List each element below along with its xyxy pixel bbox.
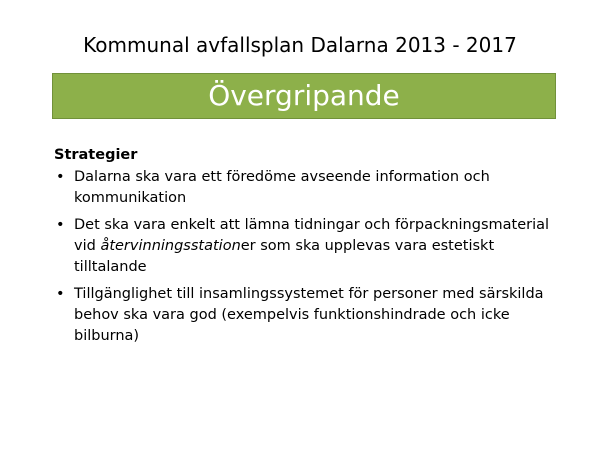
bullet-icon: • <box>56 286 65 302</box>
slide-title: Kommunal avfallsplan Dalarna 2013 - 2017 <box>83 33 517 57</box>
content-body <box>54 145 554 347</box>
bullet-text: Dalarna ska vara ett föredöme avseende information och kommunikation <box>74 169 490 206</box>
section-banner <box>52 73 556 119</box>
list-item <box>54 167 554 209</box>
strategies-heading: Strategier <box>54 147 138 163</box>
strategy-list <box>54 167 554 347</box>
list-item <box>54 284 554 347</box>
bullet-icon: • <box>56 217 65 233</box>
bullet-text-post: er som ska upplevas vara estetiskt tilltalande <box>74 238 495 275</box>
bullet-text: Tillgänglighet till insamlingssystemet för personer med särskilda behov ska vara god (exempelvis funktionshindrade och icke bilburna) <box>74 286 544 344</box>
list-item <box>54 215 554 278</box>
banner-label: Övergripande <box>208 79 400 112</box>
bullet-text-pre: Det ska vara enkelt att lämna tidningar och förpackningsmaterial vid <box>74 217 550 254</box>
bullet-icon: • <box>56 169 65 185</box>
bullet-text-italic: återvinningsstation <box>100 238 241 254</box>
